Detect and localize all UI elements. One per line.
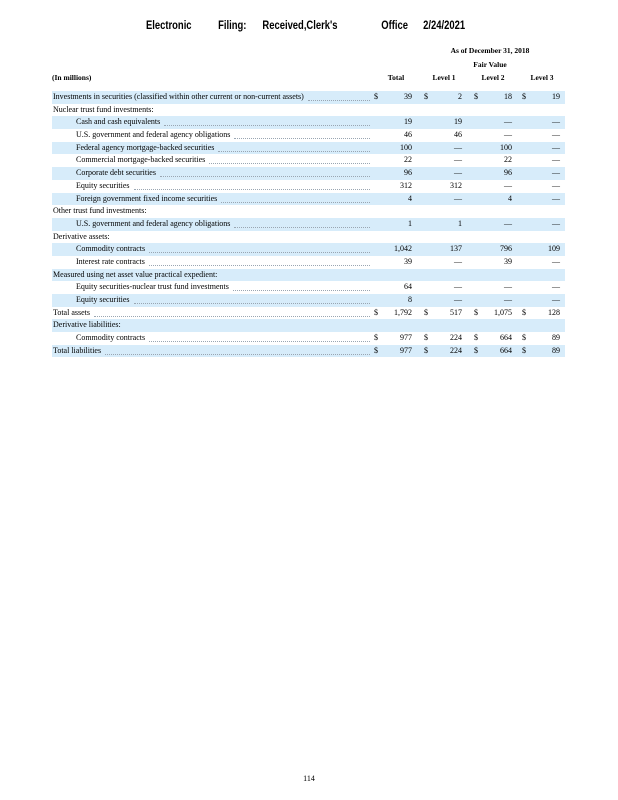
header-received: Received,Clerk's (262, 20, 338, 32)
level1-value: 224 (450, 333, 462, 343)
level2-value: 664 (500, 345, 512, 355)
filing-header (0, 20, 507, 36)
total-value: 46 (404, 130, 412, 140)
total-value: 64 (404, 282, 412, 292)
dollar-sign: $ (474, 333, 478, 343)
level3-value: — (552, 180, 560, 190)
dollar-sign: $ (522, 333, 526, 343)
level1-value: 312 (450, 180, 462, 190)
dot-leader (209, 151, 370, 164)
row-label: Commercial mortgage-backed securities (76, 155, 206, 165)
col-total-header: Total (387, 73, 405, 82)
dot-leader (94, 304, 370, 317)
row-label: Measured using net asset value practical expedient: (53, 269, 219, 282)
dot-leader (149, 329, 370, 342)
level2-value: — (504, 218, 512, 228)
dollar-sign: $ (424, 307, 428, 317)
level2-value: 664 (500, 333, 512, 343)
level3-value: 89 (552, 333, 560, 343)
dollar-sign: $ (374, 92, 378, 101)
dollar-sign: $ (474, 92, 478, 101)
table-row (52, 218, 565, 231)
header-filing: Filing: (218, 20, 247, 32)
level1-value: 517 (450, 307, 462, 317)
fair-value-heading: Fair Value (473, 60, 507, 69)
row-label: U.S. government and federal agency obligations (76, 218, 232, 231)
level3-value: 109 (548, 244, 560, 254)
level1-value: — (454, 155, 462, 165)
dollar-sign: $ (424, 92, 428, 101)
level2-value: 4 (508, 193, 512, 203)
level1-value: — (454, 295, 462, 304)
level3-value: — (552, 130, 560, 140)
total-value: 312 (400, 180, 412, 190)
level2-value: — (504, 117, 512, 127)
level1-value: 2 (458, 92, 462, 101)
level1-value: — (454, 256, 462, 266)
total-value: 100 (400, 142, 412, 152)
row-label: Interest rate contracts (76, 256, 145, 266)
row-label: Foreign government fixed income securities (76, 193, 219, 206)
level2-value: — (504, 180, 512, 190)
level1-value: 224 (450, 345, 462, 355)
row-label: Equity securities (76, 294, 132, 307)
level3-value: — (552, 117, 560, 127)
level3-value: — (552, 155, 560, 165)
total-value: 8 (408, 295, 412, 304)
row-label: Derivative assets: (53, 231, 110, 241)
level1-value: 137 (450, 244, 462, 254)
level3-value: — (552, 295, 560, 304)
table-row (52, 256, 565, 269)
row-label: Other trust fund investments: (53, 206, 147, 216)
total-value: 1,042 (394, 244, 412, 254)
level2-value: 39 (504, 256, 512, 266)
level3-value: — (552, 256, 560, 266)
dot-leader (233, 278, 370, 291)
header-office: Office (381, 20, 409, 32)
page-number: 114 (303, 774, 315, 783)
row-label: Equity securities-nuclear trust fund investments (76, 282, 229, 292)
dot-leader (134, 177, 370, 190)
total-value: 4 (408, 193, 412, 203)
level1-value: — (454, 193, 462, 203)
total-value: 39 (404, 92, 412, 101)
row-label: Total liabilities (53, 345, 103, 358)
row-label: Derivative liabilities: (53, 319, 123, 332)
col-level3-header: Level 3 (530, 73, 554, 82)
level1-value: — (454, 168, 462, 178)
row-label: Investments in securities (classified within other current or non-current assets) (53, 91, 306, 104)
level1-value: 1 (458, 218, 462, 228)
level3-value: 19 (552, 92, 560, 101)
row-label: Nuclear trust fund investments: (53, 104, 154, 114)
level3-value: — (552, 193, 560, 203)
row-label: U.S. government and federal agency obligations (76, 130, 231, 140)
dollar-sign: $ (424, 345, 428, 355)
total-value: 39 (404, 256, 412, 266)
level2-value: 796 (500, 244, 512, 254)
level3-value: — (552, 142, 560, 152)
total-value: 977 (400, 333, 412, 343)
table-row (52, 345, 565, 358)
level1-value: 19 (454, 117, 462, 127)
dollar-sign: $ (374, 333, 378, 343)
header-electronic: Electronic (145, 20, 192, 32)
level2-value: 96 (504, 168, 512, 178)
col-level1-header: Level 1 (432, 73, 456, 82)
level3-value: — (552, 282, 560, 292)
level3-value: — (552, 218, 560, 228)
total-value: 1 (408, 218, 412, 228)
dollar-sign: $ (374, 345, 378, 355)
level2-value: — (504, 130, 512, 140)
level2-value: 22 (504, 155, 512, 165)
as-of-heading: As of December 31, 2018 (450, 46, 530, 55)
level1-value: — (454, 282, 462, 292)
header-date: 2/24/2021 (423, 20, 466, 32)
row-label: Equity securities (76, 180, 130, 190)
row-label: Corporate debt securities (76, 167, 158, 180)
table-row (52, 91, 565, 104)
dollar-sign: $ (522, 92, 526, 101)
row-label: Commodity contracts (76, 243, 147, 256)
level3-value: — (552, 168, 560, 178)
total-value: 19 (404, 117, 412, 127)
total-value: 1,792 (394, 307, 412, 317)
level2-value: 18 (504, 92, 512, 101)
level1-value: 46 (454, 130, 462, 140)
total-value: 977 (400, 345, 412, 355)
dot-leader (308, 88, 370, 101)
dollar-sign: $ (424, 333, 428, 343)
dollar-sign: $ (474, 307, 478, 317)
units-label: (In millions) (52, 73, 92, 82)
dot-leader (149, 240, 370, 253)
level1-value: — (454, 142, 462, 152)
level2-value: — (504, 295, 512, 304)
dot-leader (221, 190, 370, 203)
col-level2-header: Level 2 (481, 73, 505, 82)
row-label: Cash and cash equivalents (76, 116, 162, 129)
table-row (52, 193, 565, 206)
dot-leader (234, 215, 370, 228)
level3-value: 128 (548, 307, 560, 317)
dollar-sign: $ (474, 345, 478, 355)
dot-leader (234, 126, 370, 139)
row-label: Total assets (53, 307, 90, 317)
dot-leader (149, 253, 370, 266)
dollar-sign: $ (522, 307, 526, 317)
dollar-sign: $ (522, 345, 526, 355)
total-value: 22 (404, 155, 412, 165)
dollar-sign: $ (374, 307, 378, 317)
level3-value: 89 (552, 345, 560, 355)
table-row (52, 307, 565, 320)
level2-value: 100 (500, 142, 512, 152)
fair-value-table (52, 91, 565, 357)
dot-leader (164, 113, 370, 126)
row-label: Commodity contracts (76, 333, 146, 343)
level2-value: — (504, 282, 512, 292)
total-value: 96 (404, 168, 412, 178)
level2-value: 1,075 (494, 307, 512, 317)
dot-leader (218, 139, 370, 152)
row-label: Federal agency mortgage-backed securities (76, 142, 216, 155)
